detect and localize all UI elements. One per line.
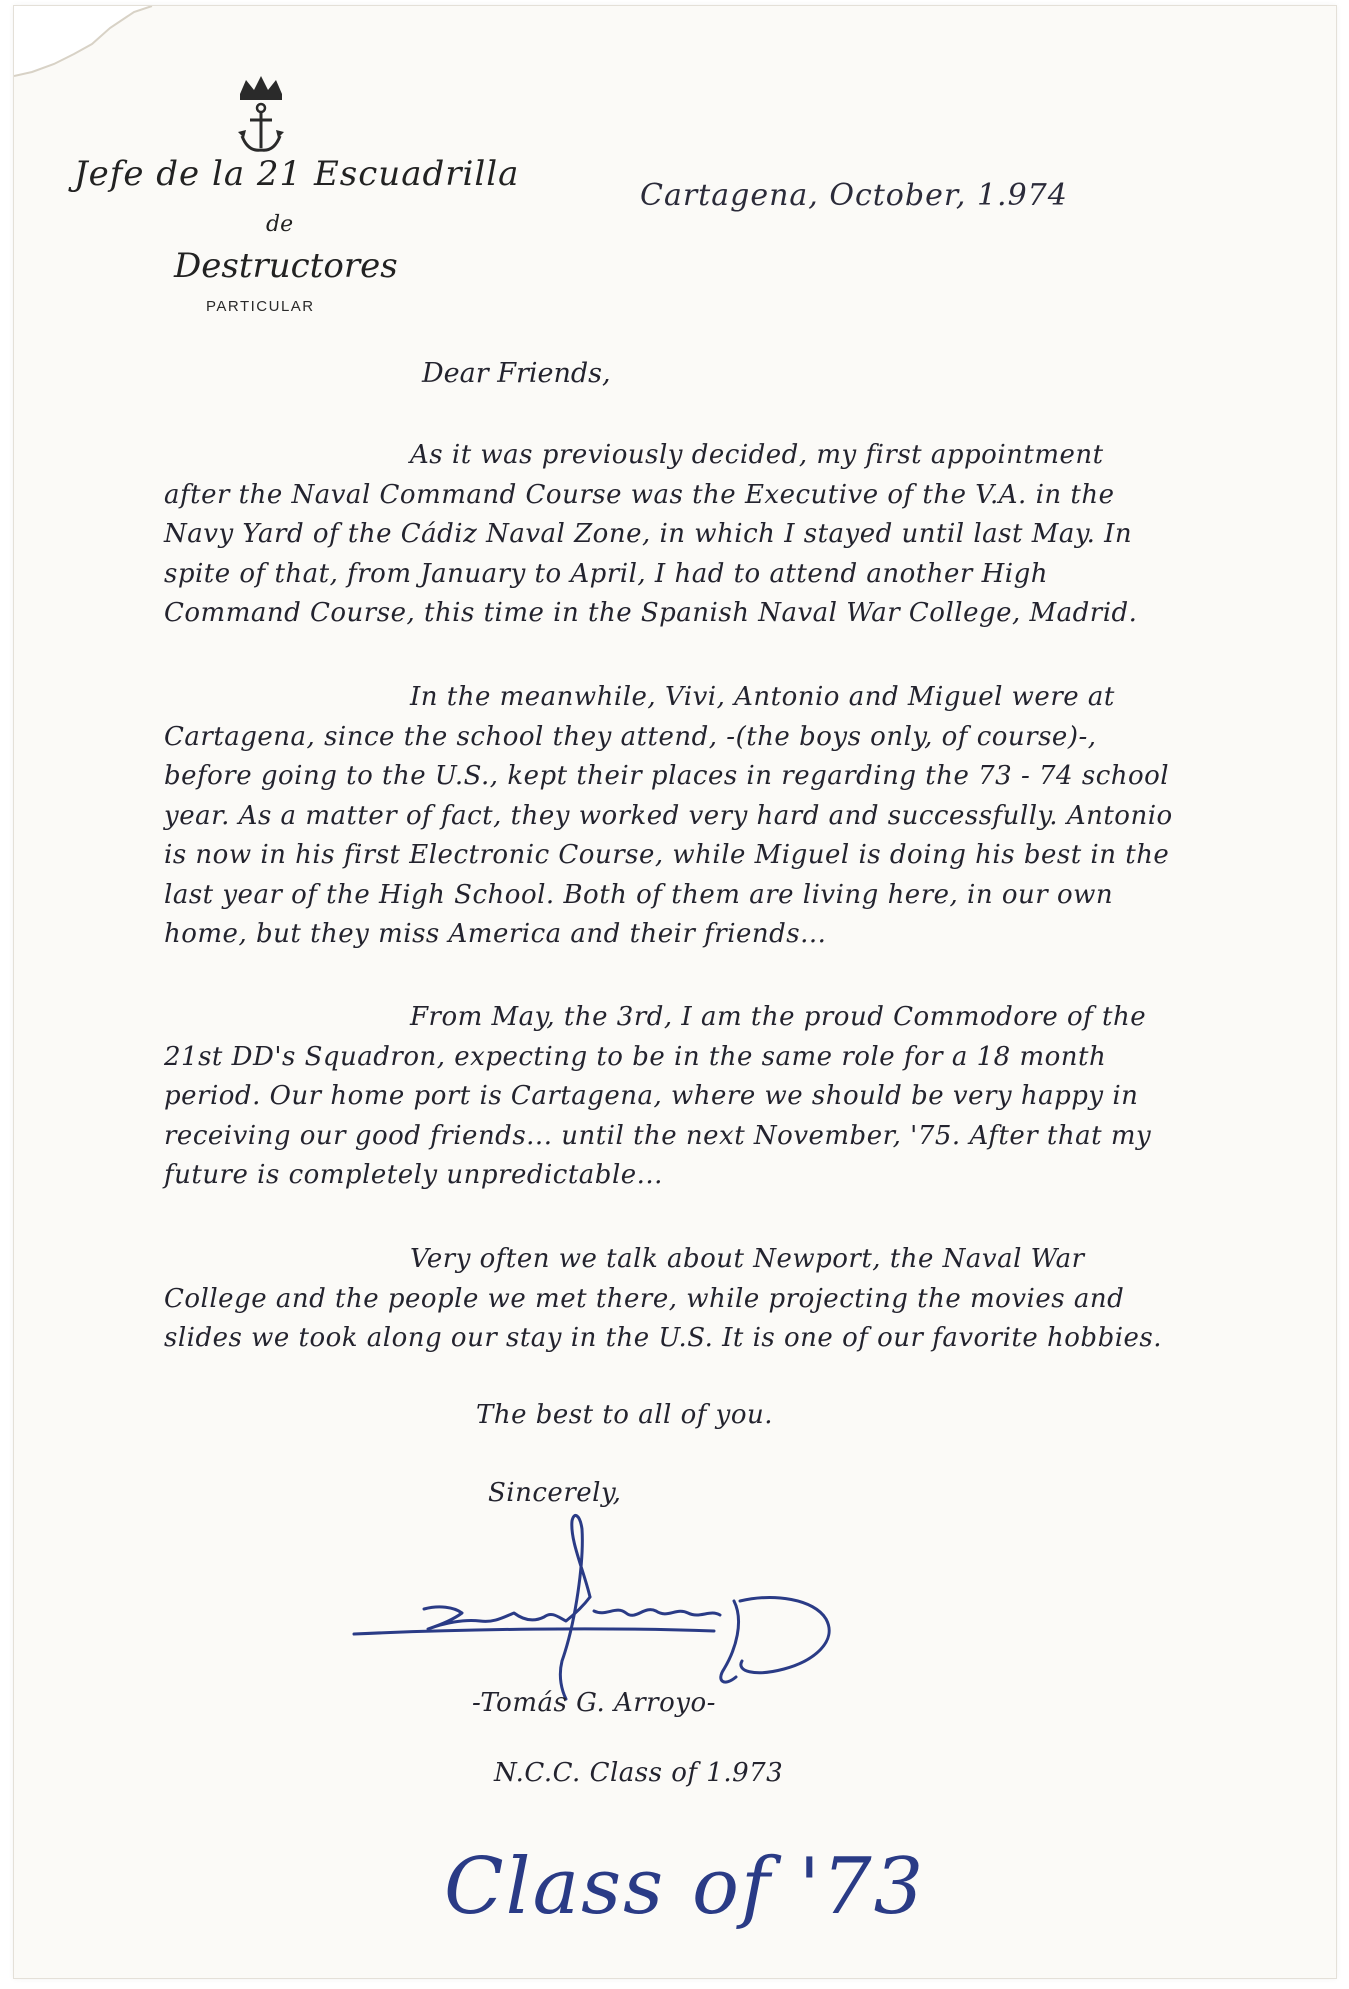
handwritten-class-note: Class of '73 (444, 1842, 926, 1932)
letterhead-title: Jefe de la 21 Escuadrilla (74, 154, 520, 194)
letterhead-de: de (266, 212, 294, 237)
paragraph-4 (164, 1240, 1174, 1359)
paragraph-1-text: As it was previously decided, my first appointment after the Naval Command Course was the Executive of the V.A. in the Navy Yard of the Cádiz Naval Zone, in which I stayed until last May. In spite of that, from January to April, I had to attend another High Command Course, this time in the Spanish Naval War College, Madrid. (164, 440, 1138, 628)
paragraph-3 (164, 998, 1174, 1196)
typed-name: -Tomás G. Arroyo- (472, 1688, 716, 1718)
handwritten-signature (344, 1501, 924, 1701)
paragraph-4-text: Very often we talk about Newport, the Naval War College and the people we met there, while projecting the movies and slides we took along our stay in the U.S. It is one of our favorite hobbies. (164, 1244, 1163, 1353)
letterhead-destructores: Destructores (174, 246, 398, 286)
closing-sincerely: Sincerely, (488, 1478, 622, 1508)
letterhead-particular: PARTICULAR (206, 298, 315, 315)
paragraph-3-text: From May, the 3rd, I am the proud Commodore of the 21st DD's Squadron, expecting to be in the same role for a 18 month period. Our home port is Cartagena, where we should be very happy in receiving our good friends... until the next November, '75. After that my future is completely unpredictable... (164, 1002, 1152, 1190)
paragraph-2 (164, 678, 1174, 955)
closing-best: The best to all of you. (476, 1400, 773, 1430)
dateline: Cartagena, October, 1.974 (640, 178, 1068, 213)
salutation: Dear Friends, (422, 358, 611, 389)
letter-page (14, 6, 1336, 1978)
crown-anchor-icon (226, 72, 296, 156)
class-line: N.C.C. Class of 1.973 (494, 1758, 784, 1788)
paragraph-2-text: In the meanwhile, Vivi, Antonio and Miguel were at Cartagena, since the school they attend, -(the boys only, of course)-, before going to the U.S., kept their places in regarding the 73 - 74 school year. As a matter of fact, they worked very hard and successfully. Antonio is now in his first Electronic Course, while Miguel is doing his best in the last year of the High School. Both of them are living here, in our own home, but they miss America and their friends... (164, 682, 1173, 949)
torn-corner (14, 6, 154, 96)
paragraph-1 (164, 436, 1174, 634)
